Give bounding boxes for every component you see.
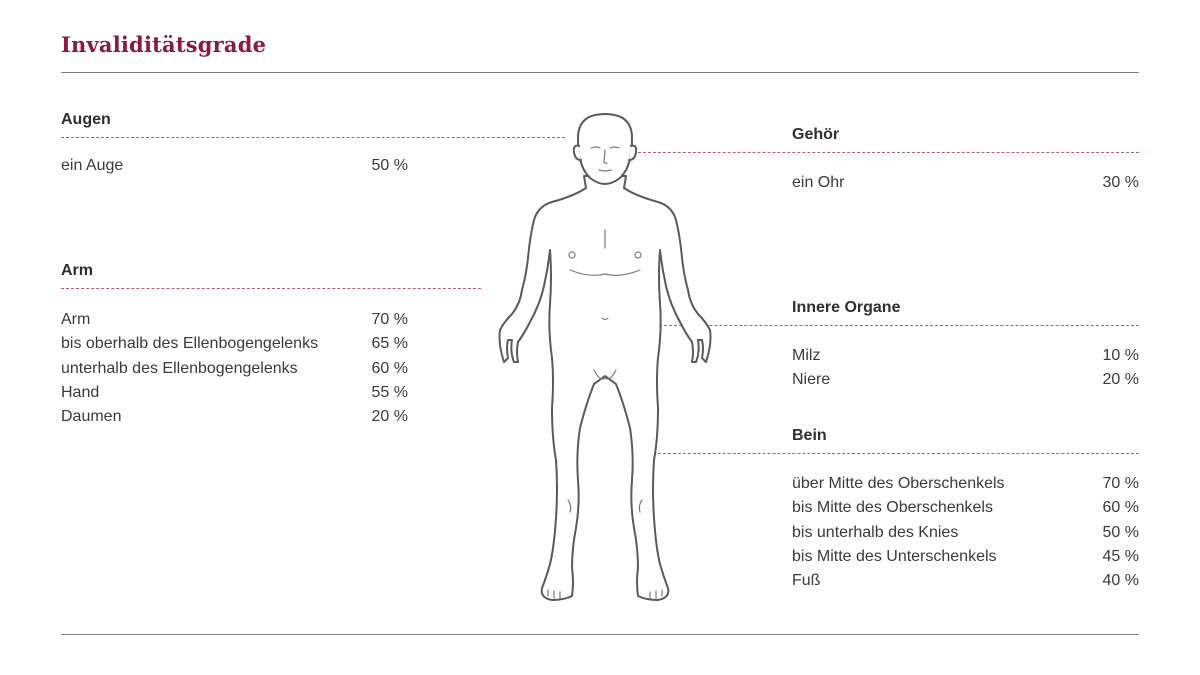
list-item (792, 496, 1139, 520)
item-label: unterhalb des Ellenbogengelenks (61, 359, 298, 377)
section-heading: Innere Organe (792, 299, 901, 316)
section-bein (792, 424, 1139, 590)
list-item (61, 154, 408, 178)
rows-list (792, 472, 1139, 593)
list-item (61, 308, 408, 332)
item-percentage: 70 % (371, 311, 408, 328)
item-percentage: 40 % (1102, 572, 1139, 590)
leader-line (61, 288, 481, 289)
section-heading: Arm (61, 262, 94, 279)
item-label: Hand (61, 383, 100, 401)
list-item (61, 381, 408, 405)
item-percentage: 45 % (1102, 547, 1139, 565)
list-item (792, 472, 1139, 496)
section-augen (61, 108, 408, 174)
item-label: bis unterhalb des Knies (792, 523, 959, 541)
item-label: ein Auge (61, 157, 124, 174)
item-label: Daumen (61, 408, 122, 426)
section-gehoer (792, 123, 1139, 191)
list-item (792, 569, 1139, 593)
item-label: bis oberhalb des Ellenbogengelenks (61, 335, 319, 353)
item-label: bis Mitte des Unterschenkels (792, 547, 997, 565)
list-item (792, 521, 1139, 545)
item-percentage: 20 % (1102, 371, 1139, 389)
human-body-illustration (460, 108, 750, 608)
item-label: Milz (792, 347, 821, 364)
item-percentage: 55 % (371, 383, 408, 401)
item-percentage: 10 % (1102, 347, 1139, 364)
rows-list (61, 154, 408, 178)
list-item (792, 545, 1139, 569)
list-item (61, 332, 408, 356)
item-percentage: 50 % (371, 157, 408, 174)
item-percentage: 60 % (1102, 499, 1139, 517)
section-heading: Gehör (792, 126, 840, 143)
item-label: über Mitte des Oberschenkels (792, 475, 1005, 492)
top-divider (61, 72, 1139, 73)
section-heading: Augen (61, 111, 111, 128)
bottom-divider (61, 634, 1139, 635)
item-percentage: 65 % (371, 335, 408, 353)
list-item (61, 405, 408, 429)
rows-list (792, 171, 1139, 195)
rows-list (792, 344, 1139, 393)
section-arm (61, 259, 408, 426)
item-label: ein Ohr (792, 174, 845, 191)
item-percentage: 30 % (1102, 174, 1139, 191)
item-label: Niere (792, 371, 831, 389)
item-label: bis Mitte des Oberschenkels (792, 499, 993, 517)
item-percentage: 50 % (1102, 523, 1139, 541)
list-item (792, 368, 1139, 392)
list-item (61, 357, 408, 381)
list-item (792, 171, 1139, 195)
rows-list (61, 308, 408, 429)
item-percentage: 60 % (371, 359, 408, 377)
page-title: Invaliditätsgrade (61, 32, 267, 57)
body-outline (500, 114, 711, 600)
item-percentage: 70 % (1102, 475, 1139, 492)
section-heading: Bein (792, 427, 827, 444)
item-percentage: 20 % (371, 408, 408, 426)
section-innere-organe (792, 296, 1139, 389)
item-label: Fuß (792, 572, 821, 590)
list-item (792, 344, 1139, 368)
item-label: Arm (61, 311, 91, 328)
